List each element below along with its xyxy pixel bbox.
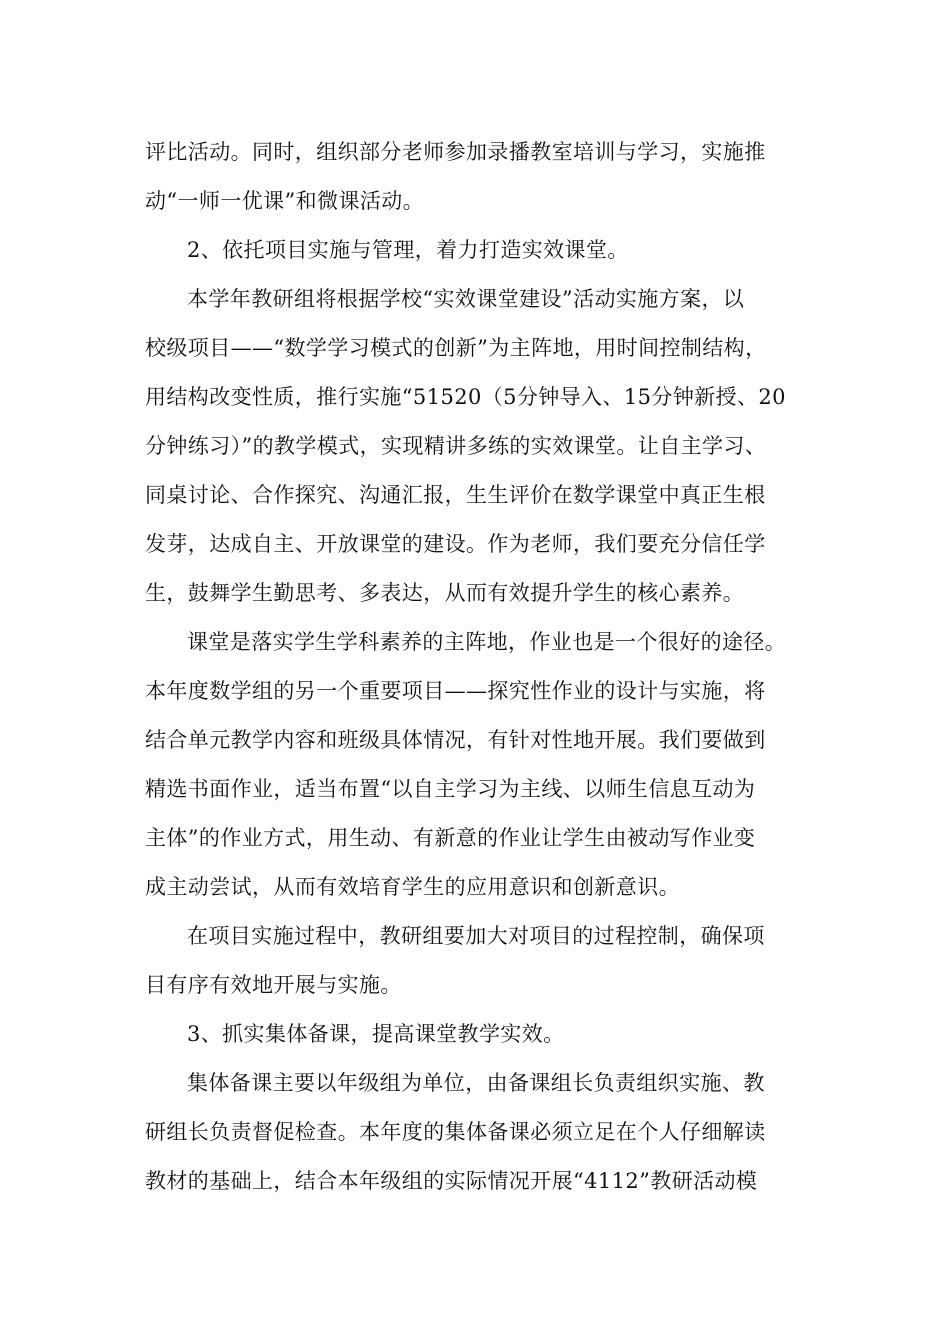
paragraph-line: 成主动尝试，从而有效培育学生的应用意识和创新意识。 [145, 875, 680, 899]
paragraph-line: 研组长负责督促检查。本年度的集体备课必须立足在个人仔细解读 [145, 1120, 766, 1144]
paragraph-line: 集体备课主要以年级组为单位，由备课组长负责组织实施、教 [187, 1071, 765, 1095]
paragraph-line: 本年度数学组的另一个重要项目——探究性作业的设计与实施，将 [145, 679, 766, 703]
paragraph-line: 校级项目——“数学学习模式的创新”为主阵地，用时间控制结构， [145, 336, 767, 360]
paragraph-line: 在项目实施过程中，教研组要加大对项目的过程控制，确保项 [187, 924, 765, 948]
paragraph-line: 本学年教研组将根据学校“实效课堂建设”活动实施方案，以 [187, 287, 745, 311]
paragraph-line: 结合单元教学内容和班级具体情况，有针对性地开展。我们要做到 [145, 728, 766, 752]
paragraph-line: 用结构改变性质，推行实施“51520（5分钟导入、15分钟新授、20 [145, 385, 786, 409]
section-heading-2: 2、依托项目实施与管理，着力打造实效课堂。 [187, 238, 629, 262]
paragraph-line: 生，鼓舞学生勤思考、多表达，从而有效提升学生的核心素养。 [145, 581, 745, 605]
paragraph-line: 课堂是落实学生学科素养的主阵地，作业也是一个很好的途径。 [187, 630, 787, 654]
paragraph-line: 主体”的作业方式，用生动、有新意的作业让学生由被动写作业变 [145, 826, 756, 850]
paragraph-line: 动“一师一优课”和微课活动。 [145, 189, 425, 213]
paragraph-line: 教材的基础上，结合本年级组的实际情况开展“4112”教研活动模 [145, 1169, 758, 1193]
paragraph-line: 评比活动。同时，组织部分老师参加录播教室培训与学习，实施推 [145, 140, 766, 164]
document-body [145, 128, 817, 1206]
section-heading-3: 3、抓实集体备课，提高课堂教学实效。 [187, 1022, 565, 1046]
paragraph-line: 同桌讨论、合作探究、沟通汇报，生生评价在数学课堂中真正生根 [145, 483, 766, 507]
paragraph-line: 发芽，达成自主、开放课堂的建设。作为老师，我们要充分信任学 [145, 532, 766, 556]
paragraph-line: 分钟练习）”的教学模式，实现精讲多练的实效课堂。让自主学习、 [145, 434, 767, 458]
paragraph-line: 精选书面作业，适当布置“以自主学习为主线、以师生信息互动为 [145, 777, 756, 801]
paragraph-line: 目有序有效地开展与实施。 [145, 973, 402, 997]
